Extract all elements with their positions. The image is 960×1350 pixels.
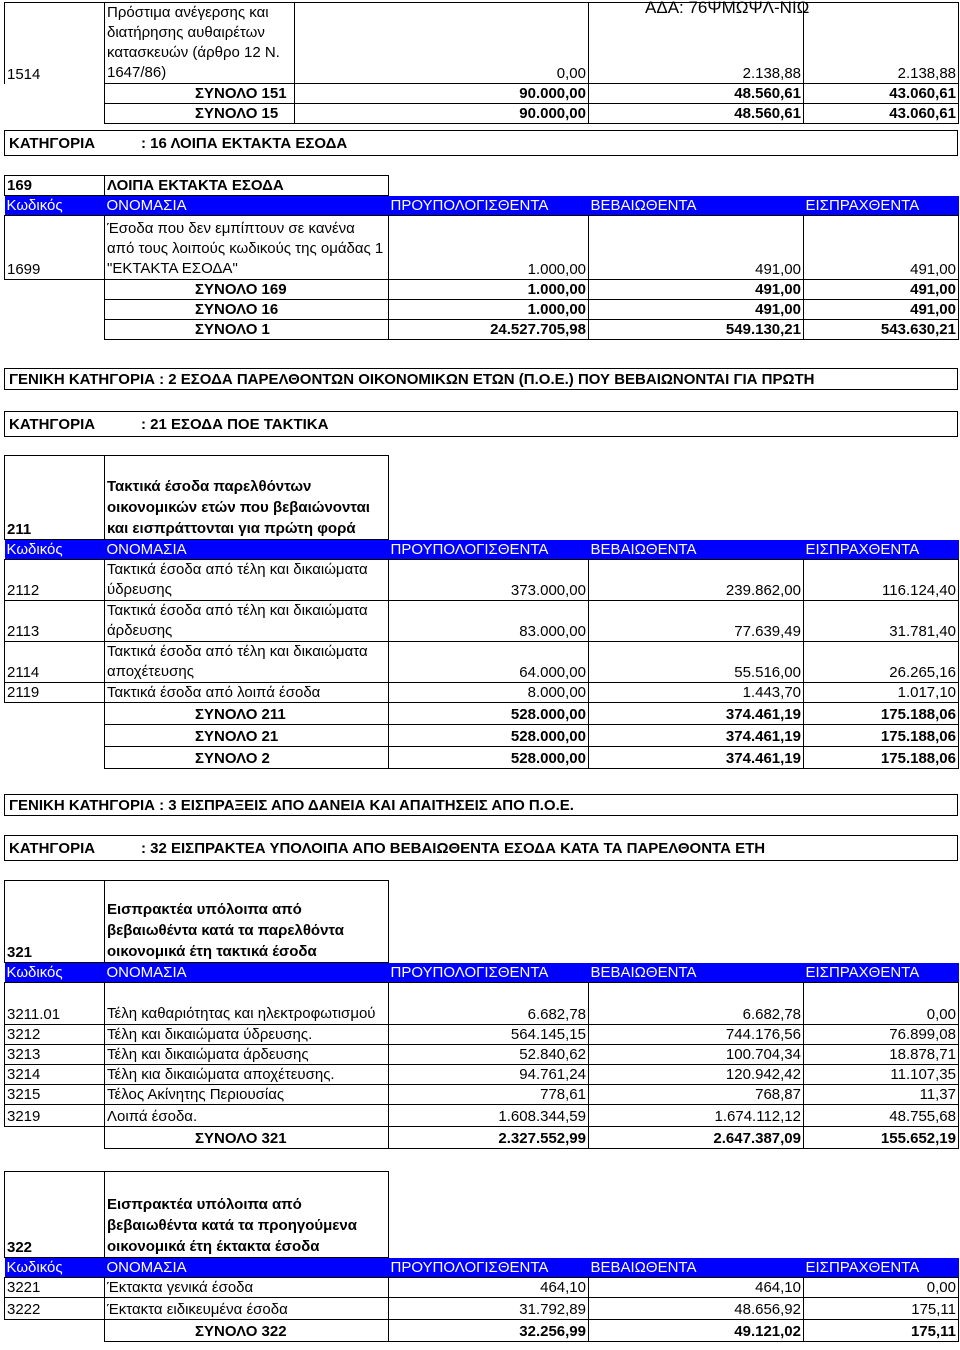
total-label: ΣΥΝΟΛΟ 2 bbox=[105, 747, 389, 769]
header-code: Κωδικός bbox=[5, 196, 105, 216]
category-label: ΚΑΤΗΓΟΡΙΑ bbox=[9, 416, 96, 433]
header-collected: ΕΙΣΠΡΑΧΘΕΝΤΑ bbox=[804, 963, 959, 983]
table-row bbox=[5, 560, 959, 601]
total-row bbox=[5, 1320, 959, 1342]
table-row bbox=[5, 1105, 959, 1127]
total-collected: 175.188,06 bbox=[804, 703, 959, 725]
row-collected: 0,00 bbox=[804, 983, 959, 1025]
total-label: ΣΥΝΟΛΟ 169 bbox=[105, 280, 389, 300]
row-budget: 94.761,24 bbox=[389, 1065, 589, 1085]
total-row bbox=[5, 320, 959, 340]
row-certified: 239.862,00 bbox=[589, 560, 804, 601]
header-budget: ΠΡΟΥΠΟΛΟΓΙΣΘΕΝΤΑ bbox=[389, 1258, 589, 1278]
general-category-2: ΓΕΝΙΚΗ ΚΑΤΗΓΟΡΙΑ : 2 ΕΣΟΔΑ ΠΑΡΕΛΘΟΝΤΩΝ ΟΙΚΟΝΟΜΙΚΩΝ ΕΤΩΝ (Π.Ο.Ε.) ΠΟΥ ΒΕΒΑΙΩΝΟΝΤΑΙ ΓΙΑ ΠΡΩΤΗ bbox=[4, 368, 958, 390]
row-code: 2114 bbox=[5, 642, 105, 683]
row-collected: 11.107,35 bbox=[804, 1065, 959, 1085]
total-certified: 491,00 bbox=[589, 280, 804, 300]
total-label: ΣΥΝΟΛΟ 322 bbox=[105, 1320, 389, 1342]
header-collected: ΕΙΣΠΡΑΧΘΕΝΤΑ bbox=[804, 540, 959, 560]
total-collected: 175.188,06 bbox=[804, 725, 959, 747]
total-row bbox=[5, 703, 959, 725]
row-budget: 1.000,00 bbox=[389, 216, 589, 280]
total-collected: 43.060,61 bbox=[804, 104, 959, 124]
table-row bbox=[5, 1065, 959, 1085]
row-budget: 1.608.344,59 bbox=[389, 1105, 589, 1127]
section-title-row bbox=[5, 176, 959, 196]
total-certified: 491,00 bbox=[589, 300, 804, 320]
row-collected: 0,00 bbox=[804, 1278, 959, 1298]
total-collected: 491,00 bbox=[804, 280, 959, 300]
row-name: Τέλη κια δικαιώματα αποχέτευσης. bbox=[105, 1065, 389, 1085]
section-title-row bbox=[5, 456, 959, 540]
total-budget: 2.327.552,99 bbox=[389, 1127, 589, 1149]
section-169-table bbox=[4, 175, 959, 340]
section-code: 169 bbox=[5, 176, 105, 196]
table-row bbox=[5, 3, 959, 84]
row-certified: 100.704,34 bbox=[589, 1045, 804, 1065]
category-value: : 32 ΕΙΣΠΡΑΚΤΕΑ ΥΠΟΛΟΙΠΑ ΑΠΟ ΒΕΒΑΙΩΘΕΝΤΑ ΕΣΟΔΑ ΚΑΤΑ ΤΑ ΠΑΡΕΛΘΟΝΤΑ ΕΤΗ bbox=[141, 840, 766, 857]
row-budget: 6.682,78 bbox=[389, 983, 589, 1025]
row-code: 1514 bbox=[5, 3, 105, 84]
total-certified: 374.461,19 bbox=[589, 747, 804, 769]
row-name: Λοιπά έσοδα. bbox=[105, 1105, 389, 1127]
table-row bbox=[5, 216, 959, 280]
total-label: ΣΥΝΟΛΟ 21 bbox=[105, 725, 389, 747]
row-collected: 76.899,08 bbox=[804, 1025, 959, 1045]
header-name: ΟΝΟΜΑΣΙΑ bbox=[105, 1258, 389, 1278]
total-certified: 48.560,61 bbox=[589, 104, 804, 124]
header-certified: ΒΕΒΑΙΩΘΕΝΤΑ bbox=[589, 196, 804, 216]
total-certified: 49.121,02 bbox=[589, 1320, 804, 1342]
column-header-row bbox=[5, 540, 959, 560]
row-certified: 55.516,00 bbox=[589, 642, 804, 683]
row-budget: 373.000,00 bbox=[389, 560, 589, 601]
total-budget: 528.000,00 bbox=[389, 725, 589, 747]
row-collected: 11,37 bbox=[804, 1085, 959, 1105]
row-name: Έσοδα που δεν εμπίπτουν σε κανένα από τους λοιπούς κωδικούς της ομάδας 1 "ΕΚΤΑΚΤΑ ΕΣΟΔΑ" bbox=[105, 216, 389, 280]
row-collected: 116.124,40 bbox=[804, 560, 959, 601]
header-name: ΟΝΟΜΑΣΙΑ bbox=[105, 540, 389, 560]
total-label: ΣΥΝΟΛΟ 16 bbox=[105, 300, 389, 320]
section-code: 321 bbox=[5, 881, 105, 963]
section-title-row bbox=[5, 881, 959, 963]
table-row bbox=[5, 1085, 959, 1105]
row-name: Έκτακτα γενικά έσοδα bbox=[105, 1278, 389, 1298]
ada-watermark: ΑΔΑ: 76ΨΜΩΨΛ-ΝΙΩ bbox=[645, 0, 810, 17]
column-header-row bbox=[5, 1258, 959, 1278]
table-row bbox=[5, 642, 959, 683]
category-32 bbox=[4, 835, 958, 861]
row-name: Τέλος Ακίνητης Περιουσίας bbox=[105, 1085, 389, 1105]
row-certified: 768,87 bbox=[589, 1085, 804, 1105]
row-name: Τακτικά έσοδα από λοιπά έσοδα bbox=[105, 683, 389, 703]
row-name: Τακτικά έσοδα από τέλη και δικαιώματα άρδευσης bbox=[105, 601, 389, 642]
total-budget: 1.000,00 bbox=[389, 280, 589, 300]
section-code: 211 bbox=[5, 456, 105, 540]
total-budget: 528.000,00 bbox=[389, 747, 589, 769]
header-name: ΟΝΟΜΑΣΙΑ bbox=[105, 963, 389, 983]
row-certified: 1.443,70 bbox=[589, 683, 804, 703]
row-name: Τέλη καθαριότητας και ηλεκτροφωτισμού bbox=[105, 983, 389, 1025]
total-budget: 24.527.705,98 bbox=[389, 320, 589, 340]
row-code: 2113 bbox=[5, 601, 105, 642]
category-value: : 21 ΕΣΟΔΑ ΠΟΕ ΤΑΚΤΙΚΑ bbox=[141, 416, 329, 433]
table-row bbox=[5, 983, 959, 1025]
total-collected: 155.652,19 bbox=[804, 1127, 959, 1149]
row-certified: 1.674.112,12 bbox=[589, 1105, 804, 1127]
header-code: Κωδικός bbox=[5, 540, 105, 560]
row-collected: 31.781,40 bbox=[804, 601, 959, 642]
section-code: 322 bbox=[5, 1172, 105, 1258]
category-21 bbox=[4, 411, 958, 437]
table-row bbox=[5, 1045, 959, 1065]
total-row bbox=[5, 725, 959, 747]
section-title-row bbox=[5, 1172, 959, 1258]
total-budget: 90.000,00 bbox=[295, 104, 589, 124]
row-certified: 2.138,88 bbox=[589, 3, 804, 84]
section-title: Τακτικά έσοδα παρελθόντων οικονομικών ετών που βεβαιώνονται και εισπράττονται για πρώτη φορά bbox=[105, 456, 389, 540]
total-row bbox=[5, 280, 959, 300]
header-certified: ΒΕΒΑΙΩΘΕΝΤΑ bbox=[589, 540, 804, 560]
header-collected: ΕΙΣΠΡΑΧΘΕΝΤΑ bbox=[804, 196, 959, 216]
row-certified: 120.942,42 bbox=[589, 1065, 804, 1085]
row-certified: 464,10 bbox=[589, 1278, 804, 1298]
category-value: : 16 ΛΟΙΠΑ ΕΚΤΑΚΤΑ ΕΣΟΔΑ bbox=[141, 135, 348, 152]
total-budget: 1.000,00 bbox=[389, 300, 589, 320]
row-budget: 8.000,00 bbox=[389, 683, 589, 703]
row-collected: 491,00 bbox=[804, 216, 959, 280]
section-title: Εισπρακτέα υπόλοιπα από βεβαιωθέντα κατά τα παρελθόντα οικονομικά έτη τακτικά έσοδα bbox=[105, 881, 389, 963]
row-name: Έκτακτα ειδικευμένα έσοδα bbox=[105, 1298, 389, 1320]
row-code: 1699 bbox=[5, 216, 105, 280]
header-certified: ΒΕΒΑΙΩΘΕΝΤΑ bbox=[589, 963, 804, 983]
row-certified: 744.176,56 bbox=[589, 1025, 804, 1045]
total-collected: 43.060,61 bbox=[804, 84, 959, 104]
total-budget: 528.000,00 bbox=[389, 703, 589, 725]
category-label: ΚΑΤΗΓΟΡΙΑ bbox=[9, 135, 96, 152]
row-collected: 48.755,68 bbox=[804, 1105, 959, 1127]
row-collected: 175,11 bbox=[804, 1298, 959, 1320]
row-code: 3221 bbox=[5, 1278, 105, 1298]
total-budget: 32.256,99 bbox=[389, 1320, 589, 1342]
row-certified: 77.639,49 bbox=[589, 601, 804, 642]
section-321-table bbox=[4, 880, 959, 1149]
row-code: 3222 bbox=[5, 1298, 105, 1320]
row-code: 3211.01 bbox=[5, 983, 105, 1025]
table-row bbox=[5, 1025, 959, 1045]
total-label: ΣΥΝΟΛΟ 151 bbox=[105, 84, 295, 104]
row-collected: 1.017,10 bbox=[804, 683, 959, 703]
column-header-row bbox=[5, 196, 959, 216]
header-collected: ΕΙΣΠΡΑΧΘΕΝΤΑ bbox=[804, 1258, 959, 1278]
row-certified: 6.682,78 bbox=[589, 983, 804, 1025]
row-certified: 491,00 bbox=[589, 216, 804, 280]
header-code: Κωδικός bbox=[5, 1258, 105, 1278]
section-title: ΛΟΙΠΑ ΕΚΤΑΚΤΑ ΕΣΟΔΑ bbox=[105, 176, 389, 196]
row-code: 3214 bbox=[5, 1065, 105, 1085]
row-name: Πρόστιμα ανέγερσης και διατήρησης αυθαιρέτων κατασκευών (άρθρο 12 Ν. 1647/86) bbox=[105, 3, 295, 84]
table-row bbox=[5, 1298, 959, 1320]
section-title: Εισπρακτέα υπόλοιπα από βεβαιωθέντα κατά τα προηγούμενα οικονομικά έτη έκτακτα έσοδα bbox=[105, 1172, 389, 1258]
row-code: 2112 bbox=[5, 560, 105, 601]
row-name: Τακτικά έσοδα από τέλη και δικαιώματα ύδρευσης bbox=[105, 560, 389, 601]
total-label: ΣΥΝΟΛΟ 1 bbox=[105, 320, 389, 340]
row-code: 3215 bbox=[5, 1085, 105, 1105]
row-budget: 778,61 bbox=[389, 1085, 589, 1105]
total-row bbox=[5, 1127, 959, 1149]
table-row bbox=[5, 1278, 959, 1298]
total-row bbox=[5, 104, 959, 124]
row-code: 3212 bbox=[5, 1025, 105, 1045]
top-table bbox=[4, 2, 959, 124]
row-collected: 18.878,71 bbox=[804, 1045, 959, 1065]
row-code: 3213 bbox=[5, 1045, 105, 1065]
header-code: Κωδικός bbox=[5, 963, 105, 983]
total-label: ΣΥΝΟΛΟ 15 bbox=[105, 104, 295, 124]
total-collected: 175,11 bbox=[804, 1320, 959, 1342]
total-collected: 491,00 bbox=[804, 300, 959, 320]
row-code: 2119 bbox=[5, 683, 105, 703]
column-header-row bbox=[5, 963, 959, 983]
section-322-table bbox=[4, 1171, 959, 1342]
table-row bbox=[5, 683, 959, 703]
total-label: ΣΥΝΟΛΟ 211 bbox=[105, 703, 389, 725]
row-certified: 48.656,92 bbox=[589, 1298, 804, 1320]
total-certified: 374.461,19 bbox=[589, 725, 804, 747]
header-name: ΟΝΟΜΑΣΙΑ bbox=[105, 196, 389, 216]
row-collected: 2.138,88 bbox=[804, 3, 959, 84]
total-row bbox=[5, 747, 959, 769]
row-budget: 64.000,00 bbox=[389, 642, 589, 683]
row-budget: 564.145,15 bbox=[389, 1025, 589, 1045]
total-certified: 549.130,21 bbox=[589, 320, 804, 340]
row-budget: 83.000,00 bbox=[389, 601, 589, 642]
total-row bbox=[5, 300, 959, 320]
header-certified: ΒΕΒΑΙΩΘΕΝΤΑ bbox=[589, 1258, 804, 1278]
total-certified: 2.647.387,09 bbox=[589, 1127, 804, 1149]
row-collected: 26.265,16 bbox=[804, 642, 959, 683]
table-row bbox=[5, 601, 959, 642]
header-budget: ΠΡΟΥΠΟΛΟΓΙΣΘΕΝΤΑ bbox=[389, 196, 589, 216]
row-budget: 0,00 bbox=[295, 3, 589, 84]
general-category-3: ΓΕΝΙΚΗ ΚΑΤΗΓΟΡΙΑ : 3 ΕΙΣΠΡΑΞΕΙΣ ΑΠΟ ΔΑΝΕΙΑ ΚΑΙ ΑΠΑΙΤΗΣΕΙΣ ΑΠΟ Π.Ο.Ε. bbox=[4, 794, 958, 816]
row-name: Τέλη και δικαιώματα άρδευσης bbox=[105, 1045, 389, 1065]
total-certified: 48.560,61 bbox=[589, 84, 804, 104]
category-16 bbox=[4, 130, 958, 156]
total-row bbox=[5, 84, 959, 104]
total-collected: 175.188,06 bbox=[804, 747, 959, 769]
row-budget: 52.840,62 bbox=[389, 1045, 589, 1065]
total-budget: 90.000,00 bbox=[295, 84, 589, 104]
total-label: ΣΥΝΟΛΟ 321 bbox=[105, 1127, 389, 1149]
section-211-table bbox=[4, 455, 959, 769]
row-budget: 464,10 bbox=[389, 1278, 589, 1298]
row-budget: 31.792,89 bbox=[389, 1298, 589, 1320]
row-name: Τέλη και δικαιώματα ύδρευσης. bbox=[105, 1025, 389, 1045]
header-budget: ΠΡΟΥΠΟΛΟΓΙΣΘΕΝΤΑ bbox=[389, 963, 589, 983]
total-certified: 374.461,19 bbox=[589, 703, 804, 725]
category-label: ΚΑΤΗΓΟΡΙΑ bbox=[9, 840, 96, 857]
total-collected: 543.630,21 bbox=[804, 320, 959, 340]
header-budget: ΠΡΟΥΠΟΛΟΓΙΣΘΕΝΤΑ bbox=[389, 540, 589, 560]
row-name: Τακτικά έσοδα από τέλη και δικαιώματα αποχέτευσης bbox=[105, 642, 389, 683]
row-code: 3219 bbox=[5, 1105, 105, 1127]
